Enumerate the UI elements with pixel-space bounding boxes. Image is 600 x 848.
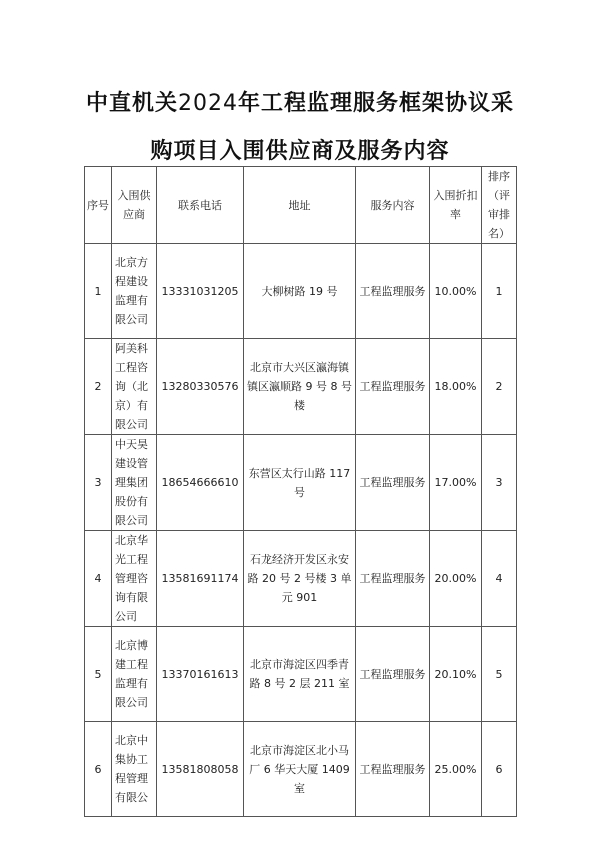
cell-seq: 2 [85,339,112,435]
table-row [85,531,517,627]
cell-address: 北京市大兴区瀛海镇镇区瀛顺路 9 号 8 号楼 [244,339,356,435]
cell-service: 工程监理服务 [356,435,430,531]
cell-service: 工程监理服务 [356,339,430,435]
supplier-table [84,166,517,817]
cell-rank: 2 [482,339,517,435]
document-title-line1 [0,86,600,117]
cell-discount: 17.00% [430,435,482,531]
cell-address: 北京市海淀区四季青路 8 号 2 层 211 室 [244,627,356,722]
header-rank: 排序（评审排名） [482,167,517,244]
cell-address: 石龙经济开发区永安路 20 号 2 号楼 3 单元 901 [244,531,356,627]
cell-supplier: 北京方程建设监理有限公司 [112,244,157,339]
cell-seq: 1 [85,244,112,339]
cell-seq: 5 [85,627,112,722]
cell-seq: 4 [85,531,112,627]
title-suffix: 年工程监理服务框架协议采 [238,91,515,116]
document-title-line2: 购项目入围供应商及服务内容 [150,139,450,164]
cell-service: 工程监理服务 [356,531,430,627]
cell-supplier: 北京博建工程监理有限公司 [112,627,157,722]
cell-discount: 20.00% [430,531,482,627]
cell-phone: 13581691174 [157,531,244,627]
cell-rank: 4 [482,531,517,627]
cell-supplier: 北京中集协工程管理有限公 [112,722,157,817]
cell-address: 北京市海淀区北小马厂 6 华天大厦 1409 室 [244,722,356,817]
cell-phone: 13331031205 [157,244,244,339]
header-discount: 入围折扣率 [430,167,482,244]
cell-supplier: 阿美科工程咨询（北京）有限公司 [112,339,157,435]
cell-service: 工程监理服务 [356,244,430,339]
cell-discount: 18.00% [430,339,482,435]
header-phone: 联系电话 [157,167,244,244]
cell-service: 工程监理服务 [356,627,430,722]
cell-service: 工程监理服务 [356,722,430,817]
table-row [85,244,517,339]
table-row [85,339,517,435]
cell-supplier: 北京华光工程管理咨询有限公司 [112,531,157,627]
cell-phone: 13581808058 [157,722,244,817]
table-row [85,722,517,817]
header-service: 服务内容 [356,167,430,244]
cell-address: 东营区太行山路 117 号 [244,435,356,531]
cell-address: 大柳树路 19 号 [244,244,356,339]
cell-supplier: 中天昊建设管理集团股份有限公司 [112,435,157,531]
cell-phone: 13280330576 [157,339,244,435]
cell-rank: 3 [482,435,517,531]
cell-seq: 6 [85,722,112,817]
header-supplier: 入围供应商 [112,167,157,244]
cell-rank: 6 [482,722,517,817]
table-row [85,435,517,531]
cell-phone: 18654666610 [157,435,244,531]
title-prefix: 中直机关 [85,91,178,116]
cell-rank: 1 [482,244,517,339]
table-row [85,627,517,722]
title-year: 2024 [178,91,238,116]
table-header-row [85,167,517,244]
cell-phone: 13370161613 [157,627,244,722]
header-address: 地址 [244,167,356,244]
header-seq: 序号 [85,167,112,244]
cell-discount: 10.00% [430,244,482,339]
cell-seq: 3 [85,435,112,531]
cell-discount: 20.10% [430,627,482,722]
cell-rank: 5 [482,627,517,722]
cell-discount: 25.00% [430,722,482,817]
